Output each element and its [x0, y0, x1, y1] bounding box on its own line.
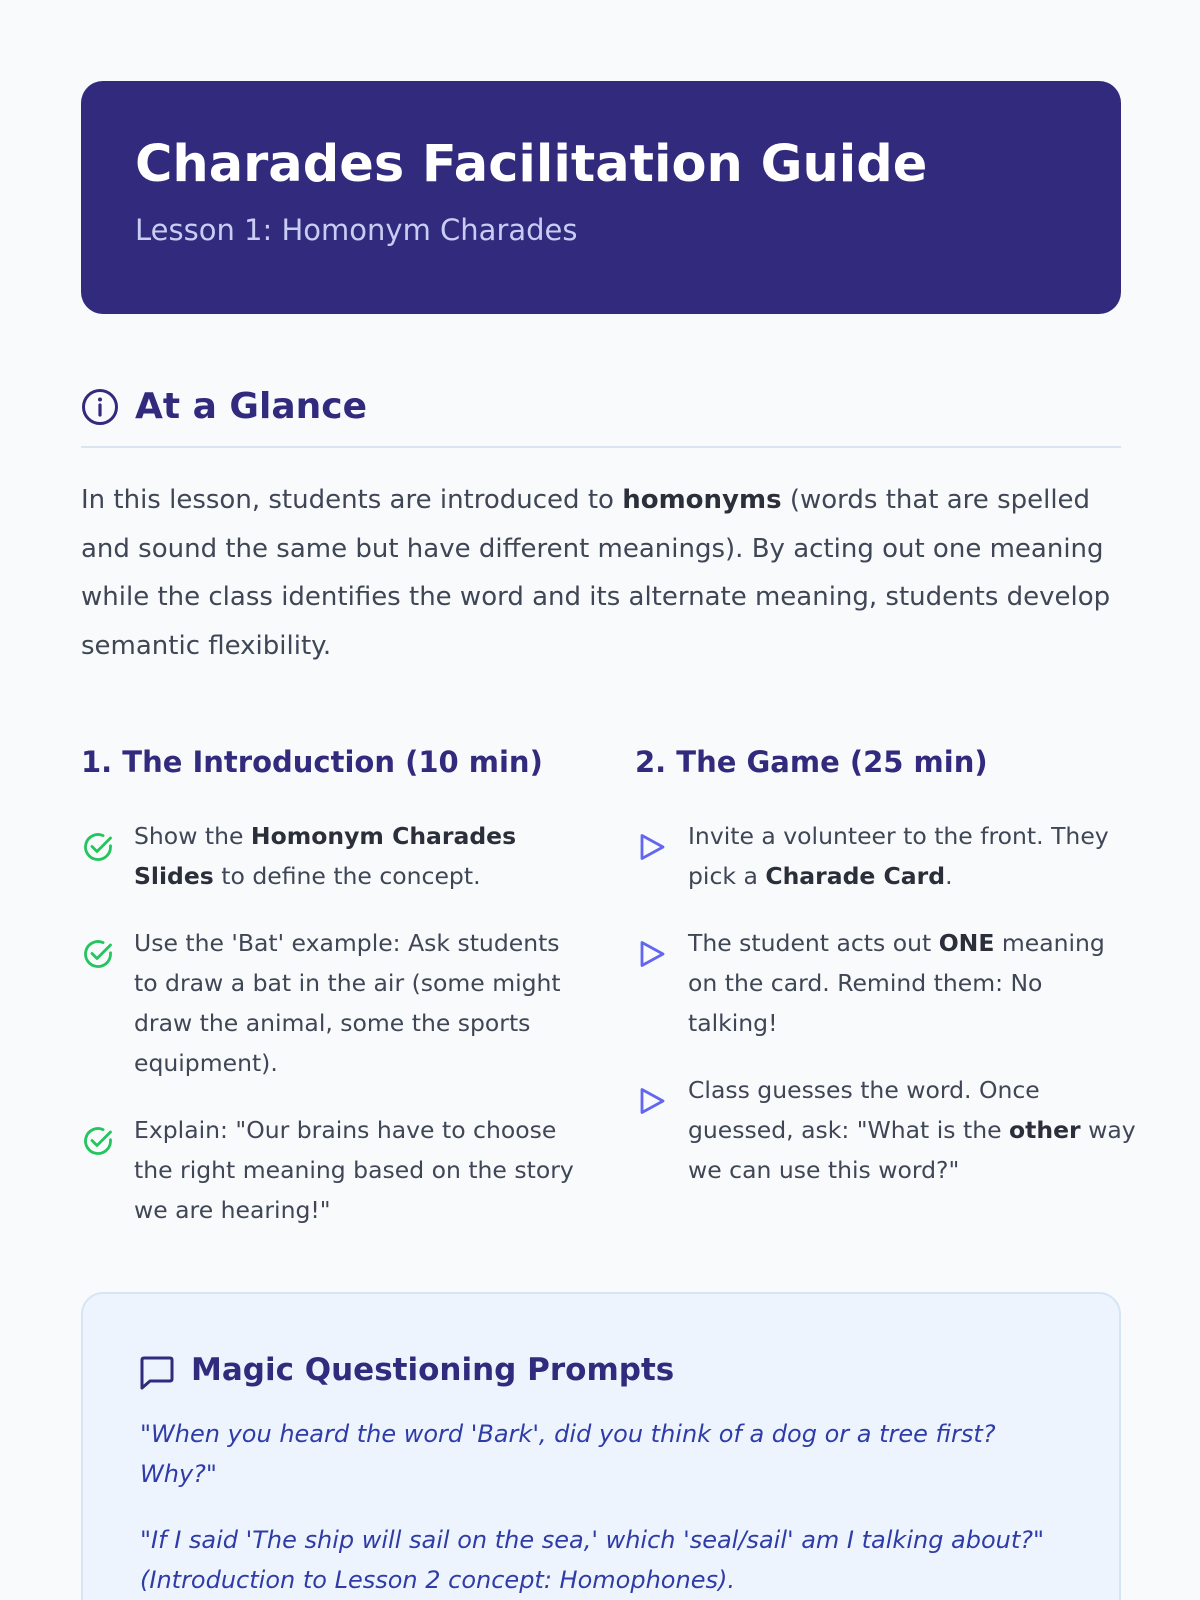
page-title: Charades Facilitation Guide [135, 135, 928, 194]
prompt-quote: "If I said 'The ship will sail on the sea,' which 'seal/sail' am I talking about?" (Introduction to Lesson 2 concept: Homophones). [140, 1526, 1045, 1594]
page-subtitle: Lesson 1: Homonym Charades [135, 213, 578, 247]
list-item-text: Use the 'Bat' example: Ask students to draw a bat in the air (some might draw the animal, some the sports equipment). [134, 929, 561, 1077]
at-a-glance-header [81, 380, 1121, 448]
play-icon [635, 830, 669, 864]
page-header [81, 81, 1121, 314]
info-icon [81, 388, 119, 426]
prompt-quote: "When you heard the word 'Bark', did you think of a dog or a tree first? Why?" [140, 1420, 996, 1488]
lesson-summary [81, 476, 1126, 670]
game-section [635, 738, 1136, 1184]
chat-bubble-icon [138, 1354, 176, 1392]
lesson-summary-text: In this lesson, students are introduced to [81, 485, 623, 515]
check-circle-icon [81, 830, 115, 864]
check-circle-icon [81, 937, 115, 971]
game-title: 2. The Game (25 min) [635, 745, 988, 779]
list-item-text: Explain: "Our brains have to choose the right meaning based on the story we are hearing!" [134, 1116, 574, 1224]
questioning-prompts-card [81, 1292, 1121, 1600]
list-item-text: Class guesses the word. Once guessed, ask: "What is the other way we can use this word?" [688, 1076, 1136, 1184]
list-item-text: Show the Homonym Charades Slides to define the concept. [134, 822, 517, 890]
list-item-text: Invite a volunteer to the front. They pick a Charade Card. [688, 822, 1109, 890]
introduction-section [81, 738, 581, 1224]
prompts-title: Magic Questioning Prompts [191, 1352, 675, 1388]
play-icon [635, 937, 669, 971]
at-a-glance-title: At a Glance [135, 386, 367, 427]
introduction-title: 1. The Introduction (10 min) [81, 745, 543, 779]
lesson-summary-text-rest: (words that are spelled and sound the same but have different meanings). By acting out one meaning while the class identifies the word and its alternate meaning, students develop semantic flexibility. [81, 485, 1111, 661]
check-circle-icon [81, 1124, 115, 1158]
lesson-summary-keyword: homonyms [622, 485, 782, 515]
play-icon [635, 1084, 669, 1118]
list-item-text: The student acts out ONE meaning on the card. Remind them: No talking! [688, 929, 1105, 1037]
